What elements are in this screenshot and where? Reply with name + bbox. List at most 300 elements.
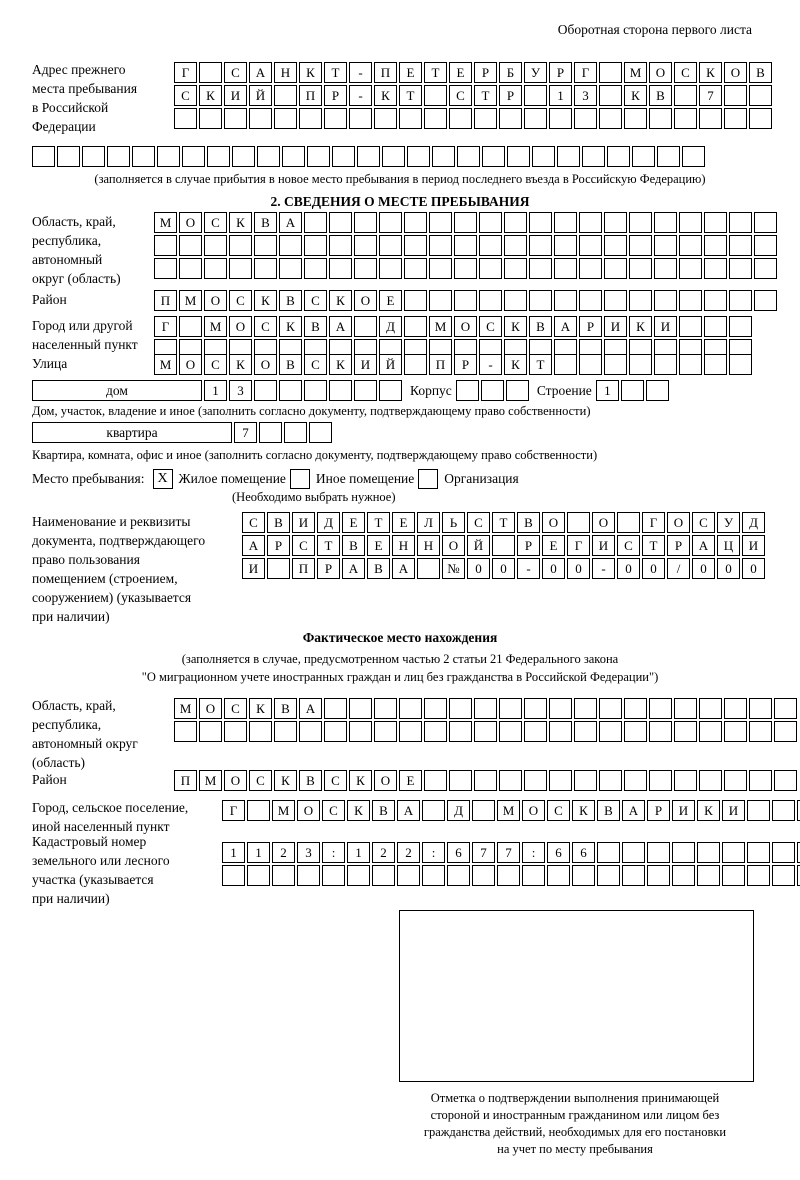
- fact-region-cell[interactable]: [349, 721, 372, 742]
- fact-region-cell[interactable]: [324, 698, 347, 719]
- fact-region-cell[interactable]: [424, 698, 447, 719]
- city-cell[interactable]: К: [279, 316, 302, 337]
- district-boxes[interactable]: [154, 290, 779, 313]
- fact-region-cell[interactable]: А: [299, 698, 322, 719]
- stroenie-cell[interactable]: [646, 380, 669, 401]
- cadastral-cell[interactable]: [497, 865, 520, 886]
- previous-address-cell[interactable]: Т: [324, 62, 347, 83]
- fact-region-cell[interactable]: [424, 721, 447, 742]
- region-cell[interactable]: [679, 212, 702, 233]
- document-cell[interactable]: 0: [692, 558, 715, 579]
- previous-address-cell[interactable]: [424, 108, 447, 129]
- street-cell[interactable]: [404, 354, 427, 375]
- document-cell[interactable]: В: [517, 512, 540, 533]
- fact-city-cell[interactable]: М: [497, 800, 520, 821]
- previous-address-extra-cell[interactable]: [82, 146, 105, 167]
- house-line[interactable]: [32, 380, 671, 401]
- city-cell[interactable]: О: [229, 316, 252, 337]
- document-cell[interactable]: У: [717, 512, 740, 533]
- cadastral-cell[interactable]: 1: [222, 842, 245, 863]
- fact-region-cell[interactable]: [474, 698, 497, 719]
- previous-address-cell[interactable]: У: [524, 62, 547, 83]
- fact-region-cell[interactable]: [649, 698, 672, 719]
- cadastral-cell[interactable]: [547, 865, 570, 886]
- document-cell[interactable]: И: [292, 512, 315, 533]
- house-number-cell[interactable]: [254, 380, 277, 401]
- region-cell[interactable]: [179, 258, 202, 279]
- city-cell[interactable]: И: [654, 316, 677, 337]
- previous-address-extra-cell[interactable]: [282, 146, 305, 167]
- previous-address-cell[interactable]: [274, 108, 297, 129]
- cadastral-cell[interactable]: [722, 865, 745, 886]
- street-cell[interactable]: К: [504, 354, 527, 375]
- checkbox-organizatsiya[interactable]: [418, 469, 438, 489]
- fact-region-cell[interactable]: [774, 698, 797, 719]
- previous-address-cell[interactable]: Е: [449, 62, 472, 83]
- city-cell[interactable]: О: [454, 316, 477, 337]
- city-cell[interactable]: Д: [379, 316, 402, 337]
- previous-address-cell[interactable]: [274, 85, 297, 106]
- district-cell[interactable]: С: [229, 290, 252, 311]
- previous-address-cell[interactable]: [499, 108, 522, 129]
- cadastral-cell[interactable]: :: [522, 842, 545, 863]
- fact-region-cell[interactable]: [249, 721, 272, 742]
- fact-district-cell[interactable]: К: [349, 770, 372, 791]
- region-cell[interactable]: [479, 212, 502, 233]
- cadastral-cell[interactable]: [697, 842, 720, 863]
- cadastral-cell[interactable]: 1: [247, 842, 270, 863]
- region-cell[interactable]: О: [179, 212, 202, 233]
- fact-region-cell[interactable]: [299, 721, 322, 742]
- house-number-boxes[interactable]: [204, 380, 404, 401]
- district-cell[interactable]: [429, 290, 452, 311]
- previous-address-extra-cell[interactable]: [432, 146, 455, 167]
- city-cell[interactable]: И: [604, 316, 627, 337]
- fact-region-cell[interactable]: В: [274, 698, 297, 719]
- city-cell[interactable]: М: [204, 316, 227, 337]
- cadastral-cell[interactable]: 2: [397, 842, 420, 863]
- fact-region-cell[interactable]: [699, 698, 722, 719]
- fact-region-cell[interactable]: [549, 698, 572, 719]
- region-cell[interactable]: [654, 235, 677, 256]
- previous-address-extra-cell[interactable]: [557, 146, 580, 167]
- street-cell[interactable]: В: [279, 354, 302, 375]
- cadastral-cell[interactable]: 1: [347, 842, 370, 863]
- cadastral-cell[interactable]: [772, 842, 795, 863]
- region-cell[interactable]: [754, 258, 777, 279]
- document-cell[interactable]: Т: [367, 512, 390, 533]
- district-cell[interactable]: [754, 290, 777, 311]
- fact-city-cell[interactable]: С: [322, 800, 345, 821]
- fact-city-cell[interactable]: С: [547, 800, 570, 821]
- previous-address-extra-cell[interactable]: [657, 146, 680, 167]
- document-cell[interactable]: Л: [417, 512, 440, 533]
- city-cell[interactable]: А: [554, 316, 577, 337]
- fact-district-cell[interactable]: К: [274, 770, 297, 791]
- fact-region-cell[interactable]: [649, 721, 672, 742]
- document-cell[interactable]: И: [242, 558, 265, 579]
- region-cell[interactable]: [554, 212, 577, 233]
- fact-region-cell[interactable]: С: [224, 698, 247, 719]
- fact-district-cell[interactable]: С: [324, 770, 347, 791]
- fact-region-cell[interactable]: [524, 698, 547, 719]
- fact-district-cell[interactable]: [674, 770, 697, 791]
- district-cell[interactable]: [629, 290, 652, 311]
- street-cell[interactable]: [554, 354, 577, 375]
- previous-address-cell[interactable]: -: [349, 85, 372, 106]
- previous-address-extra-cell[interactable]: [132, 146, 155, 167]
- previous-address-extra-boxes[interactable]: [32, 146, 707, 169]
- district-cell[interactable]: [404, 290, 427, 311]
- checkbox-zhiloe-pomeschenie[interactable]: Х: [153, 469, 173, 489]
- document-cell[interactable]: [492, 535, 515, 556]
- region-cell[interactable]: [754, 212, 777, 233]
- fact-city-cell[interactable]: В: [597, 800, 620, 821]
- cadastral-cell[interactable]: [672, 842, 695, 863]
- region-cell[interactable]: [729, 258, 752, 279]
- flat-number-cell[interactable]: 7: [234, 422, 257, 443]
- region-cell[interactable]: [504, 212, 527, 233]
- previous-address-cell[interactable]: [574, 108, 597, 129]
- fact-region-cell[interactable]: [199, 721, 222, 742]
- previous-address-cell[interactable]: С: [224, 62, 247, 83]
- previous-address-extra-cell[interactable]: [582, 146, 605, 167]
- previous-address-cell[interactable]: К: [199, 85, 222, 106]
- district-cell[interactable]: [579, 290, 602, 311]
- document-cell[interactable]: О: [667, 512, 690, 533]
- document-cell[interactable]: [417, 558, 440, 579]
- fact-region-cell[interactable]: [499, 698, 522, 719]
- fact-district-boxes[interactable]: [174, 770, 799, 793]
- region-cell[interactable]: [579, 258, 602, 279]
- cadastral-cell[interactable]: [397, 865, 420, 886]
- document-cell[interactable]: -: [517, 558, 540, 579]
- previous-address-extra-cell[interactable]: [32, 146, 55, 167]
- cadastral-cell[interactable]: 6: [447, 842, 470, 863]
- document-cell[interactable]: О: [592, 512, 615, 533]
- region-cell[interactable]: В: [254, 212, 277, 233]
- previous-address-cell[interactable]: А: [249, 62, 272, 83]
- region-cell[interactable]: [454, 235, 477, 256]
- previous-address-extra-cell[interactable]: [382, 146, 405, 167]
- house-number-cell[interactable]: [304, 380, 327, 401]
- region-cell[interactable]: [529, 258, 552, 279]
- house-number-cell[interactable]: [354, 380, 377, 401]
- fact-district-cell[interactable]: [524, 770, 547, 791]
- region-cell[interactable]: [329, 258, 352, 279]
- previous-address-cell[interactable]: [599, 85, 622, 106]
- fact-city-cell[interactable]: В: [372, 800, 395, 821]
- document-cell[interactable]: В: [342, 535, 365, 556]
- city-cell[interactable]: К: [504, 316, 527, 337]
- city-cell[interactable]: С: [479, 316, 502, 337]
- fact-region-cell[interactable]: [674, 721, 697, 742]
- district-cell[interactable]: [729, 290, 752, 311]
- place-type-row[interactable]: [32, 468, 523, 489]
- cadastral-cell[interactable]: [422, 865, 445, 886]
- checkbox-inoe-pomeschenie[interactable]: [290, 469, 310, 489]
- document-cell[interactable]: 0: [717, 558, 740, 579]
- document-cell[interactable]: А: [692, 535, 715, 556]
- document-cell[interactable]: Е: [542, 535, 565, 556]
- document-cell[interactable]: Т: [492, 512, 515, 533]
- previous-address-cell[interactable]: [524, 108, 547, 129]
- fact-city-cell[interactable]: [772, 800, 795, 821]
- previous-address-cell[interactable]: [599, 108, 622, 129]
- region-cell[interactable]: [629, 258, 652, 279]
- document-cell[interactable]: 0: [642, 558, 665, 579]
- street-cell[interactable]: О: [254, 354, 277, 375]
- previous-address-cell[interactable]: [324, 108, 347, 129]
- fact-city-cell[interactable]: [747, 800, 770, 821]
- previous-address-cell[interactable]: [749, 108, 772, 129]
- fact-city-cell[interactable]: [247, 800, 270, 821]
- house-number-cell[interactable]: 1: [204, 380, 227, 401]
- street-cell[interactable]: Т: [529, 354, 552, 375]
- region-cell[interactable]: [454, 258, 477, 279]
- city-cell[interactable]: [729, 316, 752, 337]
- korpus-cell[interactable]: [506, 380, 529, 401]
- region-cell[interactable]: [379, 235, 402, 256]
- previous-address-cell[interactable]: Р: [324, 85, 347, 106]
- street-cell[interactable]: К: [329, 354, 352, 375]
- region-cell[interactable]: [504, 235, 527, 256]
- previous-address-extra-cell[interactable]: [207, 146, 230, 167]
- cadastral-cell[interactable]: 2: [272, 842, 295, 863]
- fact-district-cell[interactable]: [474, 770, 497, 791]
- previous-address-cell[interactable]: [474, 108, 497, 129]
- street-cell[interactable]: К: [229, 354, 252, 375]
- previous-address-cell[interactable]: -: [349, 62, 372, 83]
- fact-district-cell[interactable]: О: [224, 770, 247, 791]
- fact-region-cell[interactable]: [624, 698, 647, 719]
- previous-address-cell[interactable]: К: [299, 62, 322, 83]
- previous-address-cell[interactable]: [624, 108, 647, 129]
- district-cell[interactable]: [679, 290, 702, 311]
- region-cell[interactable]: [754, 235, 777, 256]
- document-cell[interactable]: Р: [267, 535, 290, 556]
- document-cell[interactable]: [567, 512, 590, 533]
- previous-address-cell[interactable]: [349, 108, 372, 129]
- previous-address-cell[interactable]: [174, 108, 197, 129]
- fact-region-boxes[interactable]: [174, 698, 799, 744]
- fact-city-cell[interactable]: К: [697, 800, 720, 821]
- region-cell[interactable]: [479, 235, 502, 256]
- previous-address-cell[interactable]: С: [174, 85, 197, 106]
- cadastral-cell[interactable]: [722, 842, 745, 863]
- fact-district-cell[interactable]: П: [174, 770, 197, 791]
- cadastral-cell[interactable]: [622, 842, 645, 863]
- city-cell[interactable]: В: [529, 316, 552, 337]
- previous-address-cell[interactable]: К: [699, 62, 722, 83]
- previous-address-cell[interactable]: [399, 108, 422, 129]
- region-cell[interactable]: [404, 235, 427, 256]
- previous-address-cell[interactable]: [199, 62, 222, 83]
- fact-district-cell[interactable]: [649, 770, 672, 791]
- cadastral-cell[interactable]: [647, 865, 670, 886]
- document-cell[interactable]: Д: [317, 512, 340, 533]
- previous-address-cell[interactable]: [424, 85, 447, 106]
- region-cell[interactable]: [304, 235, 327, 256]
- fact-city-cell[interactable]: М: [272, 800, 295, 821]
- previous-address-cell[interactable]: [699, 108, 722, 129]
- fact-region-cell[interactable]: [724, 698, 747, 719]
- flat-number-cell[interactable]: [309, 422, 332, 443]
- fact-district-cell[interactable]: В: [299, 770, 322, 791]
- cadastral-cell[interactable]: [572, 865, 595, 886]
- region-cell[interactable]: [279, 235, 302, 256]
- street-cell[interactable]: [579, 354, 602, 375]
- region-cell[interactable]: [329, 235, 352, 256]
- fact-city-cell[interactable]: И: [672, 800, 695, 821]
- fact-city-cell[interactable]: А: [397, 800, 420, 821]
- street-cell[interactable]: М: [154, 354, 177, 375]
- cadastral-cell[interactable]: 2: [372, 842, 395, 863]
- previous-address-cell[interactable]: Е: [399, 62, 422, 83]
- district-cell[interactable]: [554, 290, 577, 311]
- document-cell[interactable]: Ь: [442, 512, 465, 533]
- document-cell[interactable]: №: [442, 558, 465, 579]
- previous-address-extra-cell[interactable]: [407, 146, 430, 167]
- korpus-cell[interactable]: [481, 380, 504, 401]
- document-cell[interactable]: Т: [317, 535, 340, 556]
- street-cell[interactable]: -: [479, 354, 502, 375]
- previous-address-cell[interactable]: [724, 108, 747, 129]
- fact-region-cell[interactable]: [449, 721, 472, 742]
- previous-address-cell[interactable]: О: [724, 62, 747, 83]
- region-cell[interactable]: [604, 212, 627, 233]
- region-cell[interactable]: [729, 235, 752, 256]
- cadastral-cell[interactable]: 6: [572, 842, 595, 863]
- region-cell[interactable]: К: [229, 212, 252, 233]
- previous-address-extra-cell[interactable]: [632, 146, 655, 167]
- flat-number-cell[interactable]: [259, 422, 282, 443]
- fact-city-cell[interactable]: А: [622, 800, 645, 821]
- fact-district-cell[interactable]: [574, 770, 597, 791]
- previous-address-cell[interactable]: [299, 108, 322, 129]
- previous-address-cell[interactable]: [449, 108, 472, 129]
- fact-region-cell[interactable]: О: [199, 698, 222, 719]
- cadastral-cell[interactable]: [747, 865, 770, 886]
- previous-address-cell[interactable]: [674, 108, 697, 129]
- city-cell[interactable]: А: [329, 316, 352, 337]
- cadastral-cell[interactable]: [697, 865, 720, 886]
- korpus-boxes[interactable]: [456, 380, 531, 401]
- previous-address-cell[interactable]: 7: [699, 85, 722, 106]
- region-cell[interactable]: [154, 258, 177, 279]
- previous-address-cell[interactable]: Р: [474, 62, 497, 83]
- region-cell[interactable]: [254, 235, 277, 256]
- document-cell[interactable]: Й: [467, 535, 490, 556]
- region-cell[interactable]: [629, 235, 652, 256]
- fact-city-cell[interactable]: И: [722, 800, 745, 821]
- fact-region-cell[interactable]: [674, 698, 697, 719]
- document-cell[interactable]: В: [267, 512, 290, 533]
- cadastral-cell[interactable]: [597, 842, 620, 863]
- district-cell[interactable]: [504, 290, 527, 311]
- previous-address-extra-cell[interactable]: [107, 146, 130, 167]
- fact-region-cell[interactable]: [699, 721, 722, 742]
- street-cell[interactable]: И: [354, 354, 377, 375]
- document-cell[interactable]: Е: [342, 512, 365, 533]
- district-cell[interactable]: Е: [379, 290, 402, 311]
- city-cell[interactable]: К: [629, 316, 652, 337]
- region-cell[interactable]: [679, 258, 702, 279]
- document-cell[interactable]: 0: [492, 558, 515, 579]
- previous-address-cell[interactable]: [224, 108, 247, 129]
- document-cell[interactable]: И: [592, 535, 615, 556]
- district-cell[interactable]: [529, 290, 552, 311]
- previous-address-extra-cell[interactable]: [57, 146, 80, 167]
- previous-address-cell[interactable]: 1: [549, 85, 572, 106]
- stroenie-cell[interactable]: [621, 380, 644, 401]
- document-cell[interactable]: С: [692, 512, 715, 533]
- fact-city-cell[interactable]: Д: [447, 800, 470, 821]
- fact-region-cell[interactable]: [749, 698, 772, 719]
- district-cell[interactable]: [704, 290, 727, 311]
- region-cell[interactable]: [379, 258, 402, 279]
- fact-city-cell[interactable]: О: [297, 800, 320, 821]
- previous-address-extra-cell[interactable]: [482, 146, 505, 167]
- region-cell[interactable]: [579, 235, 602, 256]
- previous-address-boxes[interactable]: [174, 62, 774, 131]
- street-cell[interactable]: [679, 354, 702, 375]
- region-cell[interactable]: [404, 212, 427, 233]
- fact-region-cell[interactable]: [374, 721, 397, 742]
- fact-region-cell[interactable]: [574, 698, 597, 719]
- fact-region-cell[interactable]: [274, 721, 297, 742]
- region-cell[interactable]: С: [204, 212, 227, 233]
- document-cell[interactable]: Д: [742, 512, 765, 533]
- region-cell[interactable]: [154, 235, 177, 256]
- fact-region-cell[interactable]: [774, 721, 797, 742]
- district-cell[interactable]: К: [254, 290, 277, 311]
- previous-address-cell[interactable]: [524, 85, 547, 106]
- previous-address-cell[interactable]: П: [374, 62, 397, 83]
- city-cell[interactable]: В: [304, 316, 327, 337]
- previous-address-cell[interactable]: С: [449, 85, 472, 106]
- street-boxes[interactable]: [154, 354, 754, 377]
- previous-address-cell[interactable]: [674, 85, 697, 106]
- fact-region-cell[interactable]: [349, 698, 372, 719]
- fact-city-cell[interactable]: Р: [647, 800, 670, 821]
- cadastral-cell[interactable]: [597, 865, 620, 886]
- region-cell[interactable]: [429, 258, 452, 279]
- fact-district-cell[interactable]: [724, 770, 747, 791]
- region-cell[interactable]: [529, 235, 552, 256]
- previous-address-cell[interactable]: [649, 108, 672, 129]
- previous-address-extra-cell[interactable]: [332, 146, 355, 167]
- stroenie-boxes[interactable]: [596, 380, 671, 401]
- district-cell[interactable]: [654, 290, 677, 311]
- cadastral-cell[interactable]: :: [322, 842, 345, 863]
- previous-address-cell[interactable]: Т: [474, 85, 497, 106]
- document-cell[interactable]: А: [242, 535, 265, 556]
- previous-address-cell[interactable]: Й: [249, 85, 272, 106]
- street-cell[interactable]: [704, 354, 727, 375]
- city-cell[interactable]: [354, 316, 377, 337]
- document-cell[interactable]: Т: [642, 535, 665, 556]
- document-cell[interactable]: [267, 558, 290, 579]
- street-cell[interactable]: [654, 354, 677, 375]
- previous-address-cell[interactable]: В: [649, 85, 672, 106]
- cadastral-cell[interactable]: [672, 865, 695, 886]
- previous-address-extra-cell[interactable]: [307, 146, 330, 167]
- previous-address-extra-cell[interactable]: [257, 146, 280, 167]
- fact-city-cell[interactable]: К: [572, 800, 595, 821]
- fact-district-cell[interactable]: [699, 770, 722, 791]
- fact-city-cell[interactable]: К: [347, 800, 370, 821]
